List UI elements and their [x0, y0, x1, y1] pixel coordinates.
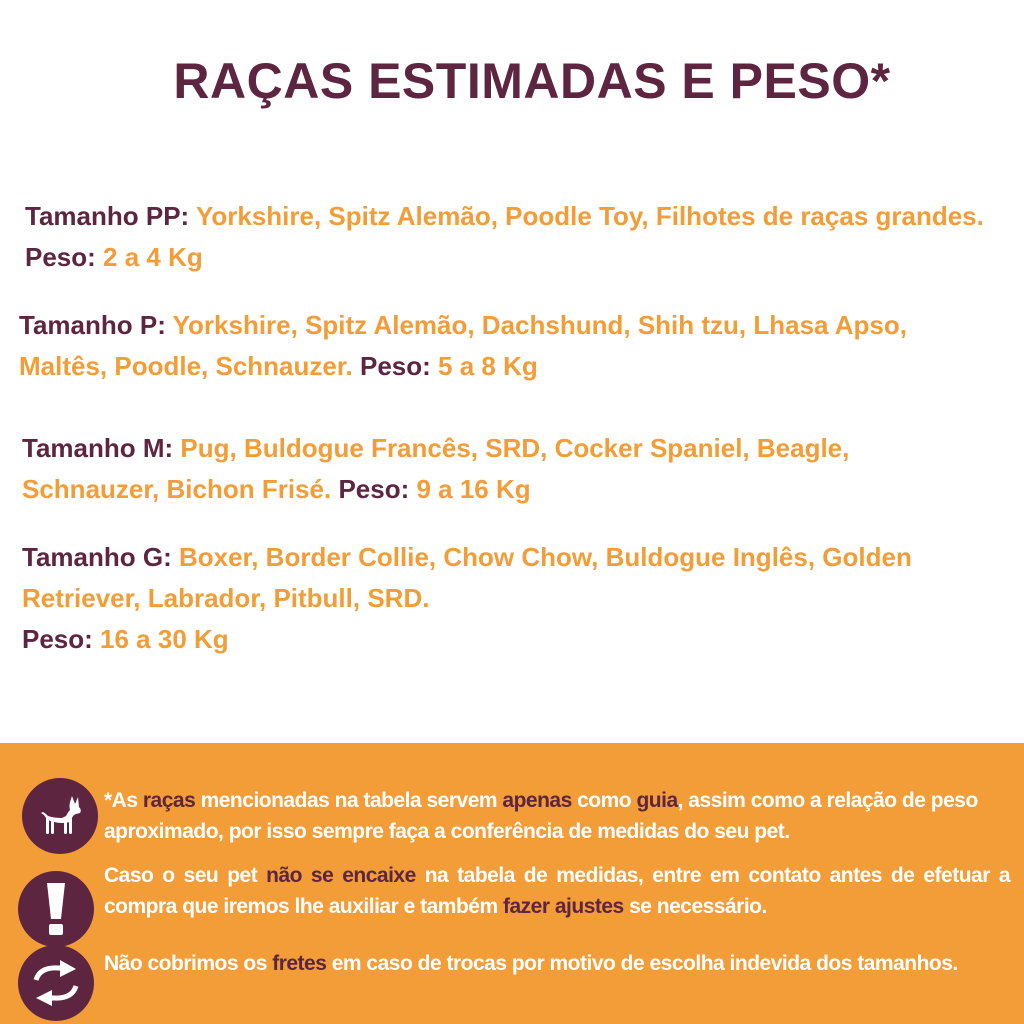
- weight-label: Peso:: [22, 624, 93, 654]
- weight-label: Peso:: [360, 351, 431, 381]
- exclamation-icon: [18, 871, 94, 947]
- size-m-block: [22, 428, 982, 510]
- size-g-block: [22, 537, 982, 660]
- note-text: *As raças mencionadas na tabela servem apenas como guia, assim como a relação de peso aproximado, por isso sempre faça a conferência de medidas do seu pet.: [104, 789, 978, 843]
- size-pp-block: [25, 196, 985, 278]
- size-label: Tamanho M:: [22, 433, 174, 463]
- weight-value: 2 a 4 Kg: [95, 242, 203, 272]
- dog-icon: [22, 778, 98, 854]
- size-breeds: Yorkshire, Spitz Alemão, Poodle Toy, Filhotes de raças grandes.: [189, 201, 984, 231]
- size-label: Tamanho PP:: [25, 201, 190, 231]
- size-breeds: Boxer, Border Collie, Chow Chow, Buldogue Inglês, Golden Retriever, Labrador, Pitbull, SRD.: [22, 542, 912, 613]
- size-breeds: Pug, Buldogue Francês, SRD, Cocker Spaniel, Beagle, Schnauzer, Bichon Frisé.: [22, 433, 850, 504]
- size-label: Tamanho G:: [22, 542, 172, 572]
- weight-value: 16 a 30 Kg: [92, 624, 229, 654]
- weight-value: 9 a 16 Kg: [409, 474, 531, 504]
- size-breeds: Yorkshire, Spitz Alemão, Dachshund, Shih tzu, Lhasa Apso, Maltês, Poodle, Schnauzer.: [19, 310, 907, 381]
- weight-label: Peso:: [338, 474, 410, 504]
- footer-notes-panel: [0, 743, 1024, 1024]
- page-title: RAÇAS ESTIMADAS E PESO*: [173, 53, 891, 109]
- size-label: Tamanho P:: [19, 310, 166, 340]
- weight-label: Peso:: [25, 242, 96, 272]
- weight-value: 5 a 8 Kg: [430, 351, 538, 381]
- note-text: Caso o seu pet não se encaixe na tabela de medidas, entre em contato antes de efetuar a compra que iremos lhe auxiliar e também fazer ajustes se necessário.: [104, 864, 1010, 918]
- note-text: Não cobrimos os fretes em caso de trocas por motivo de escolha indevida dos tamanhos.: [104, 952, 958, 975]
- exchange-arrows-icon: [18, 945, 94, 1021]
- size-p-block: [19, 305, 979, 387]
